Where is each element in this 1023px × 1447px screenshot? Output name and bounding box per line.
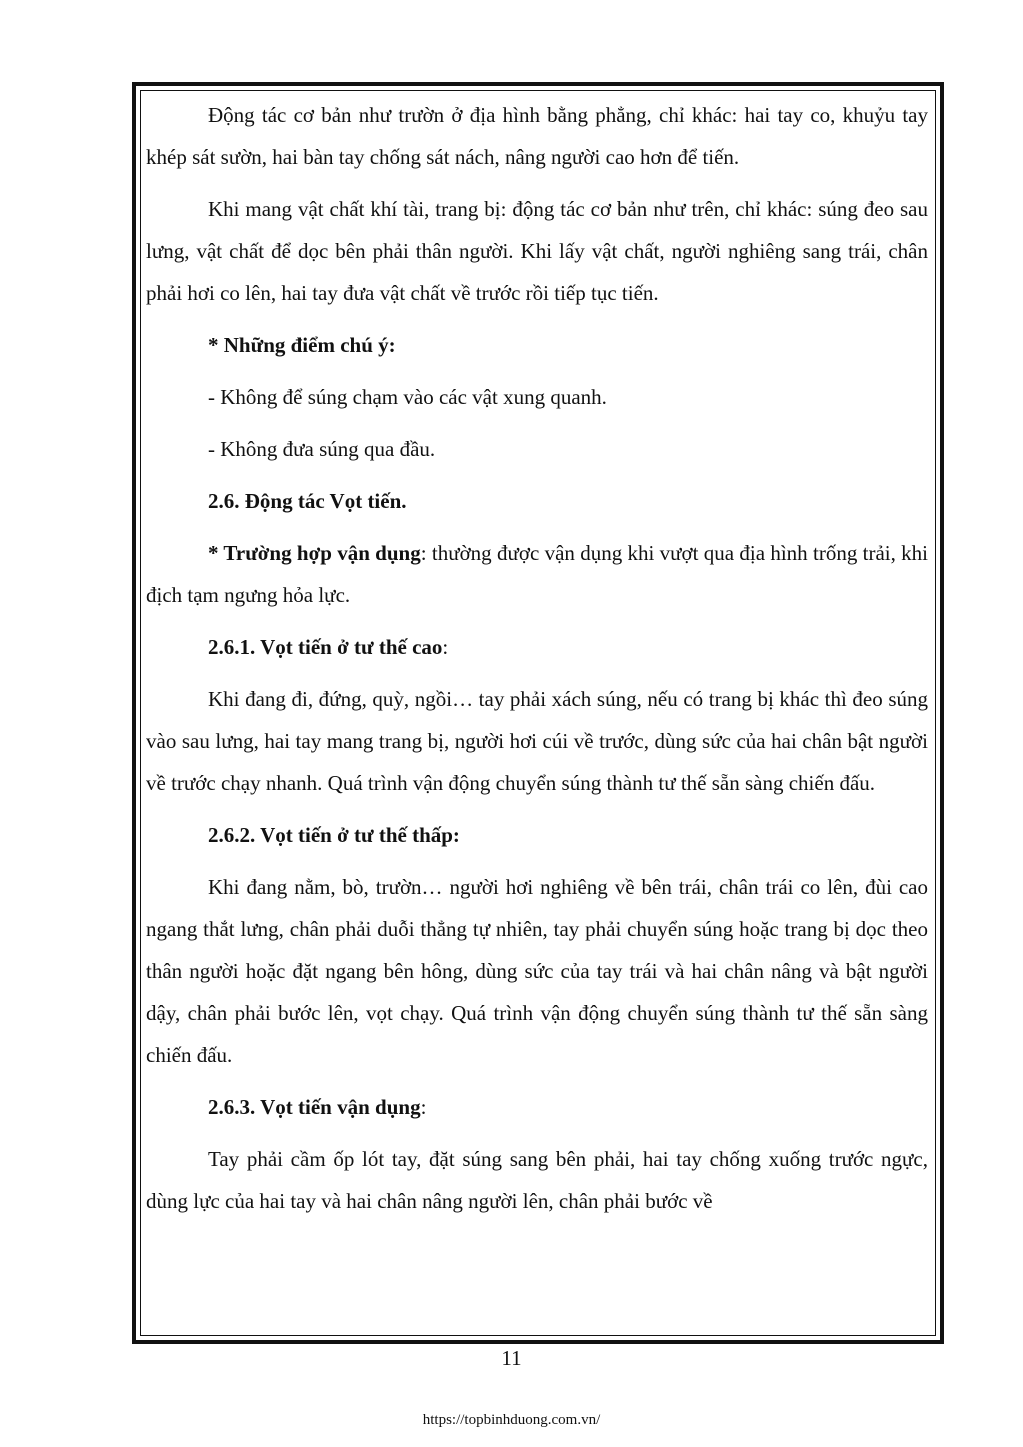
usage-case-label: * Trường hợp vận dụng xyxy=(208,541,421,565)
usage-case-text: : thường được vận dụng khi vượt qua địa hình trống trải, khi địch tạm ngưng hỏa lực. xyxy=(146,541,928,607)
heading-2-6-1-label: 2.6.1. Vọt tiến ở tư thế cao xyxy=(208,635,443,659)
paragraph-crawl-elevated: Động tác cơ bản như trườn ở địa hình bằng phẳng, chỉ khác: hai tay co, khuỷu tay khép sát sườn, hai bàn tay chống sát nách, nâng người cao hơn để tiến. xyxy=(146,103,928,169)
heading-2-6-3-colon: : xyxy=(420,1095,427,1119)
heading-2-6-1 xyxy=(146,626,928,668)
paragraph-usage-case xyxy=(146,532,928,616)
heading-2-6-3-label: 2.6.3. Vọt tiến vận dụng xyxy=(208,1095,421,1119)
document-body xyxy=(146,94,928,1232)
paragraph-carrying-equipment: Khi mang vật chất khí tài, trang bị: động tác cơ bản như trên, chỉ khác: súng đeo sau lưng, vật chất để dọc bên phải thân người. Khi lấy vật chất, người nghiêng sang trái, chân phải hơi co lên, hai tay đưa vật chất về trước rồi tiếp tục tiến. xyxy=(146,197,928,305)
paragraph-applied-rush: Tay phải cầm ốp lót tay, đặt súng sang bên phải, hai tay chống xuống trước ngực, dùng lực của hai tay và hai chân nâng người lên, chân phải bước về xyxy=(146,1147,928,1213)
paragraph-high-stance: Khi đang đi, đứng, quỳ, ngồi… tay phải xách súng, nếu có trang bị khác thì đeo súng vào sau lưng, hai tay mang trang bị, người hơi cúi về trước, dùng sức của hai chân bật người về trước chạy nhanh. Quá trình vận động chuyển súng thành tư thế sẵn sàng chiến đấu. xyxy=(146,687,928,795)
note-item-2: - Không đưa súng qua đầu. xyxy=(208,437,436,461)
page-number: 11 xyxy=(501,1346,522,1370)
footer-url: https://topbinhduong.com.vn/ xyxy=(422,1412,601,1428)
heading-2-6-1-colon: : xyxy=(442,635,449,659)
heading-2-6-2: 2.6.2. Vọt tiến ở tư thế thấp: xyxy=(208,823,460,847)
heading-2-6: 2.6. Động tác Vọt tiến. xyxy=(208,489,407,513)
heading-notes: * Những điểm chú ý: xyxy=(208,333,396,357)
heading-2-6-3 xyxy=(146,1086,928,1128)
paragraph-low-stance: Khi đang nằm, bò, trườn… người hơi nghiêng về bên trái, chân trái co lên, đùi cao ngang thắt lưng, chân phải duỗi thẳng tự nhiên, tay phải chuyển súng hoặc trang bị dọc theo thân người hoặc đặt ngang bên hông, dùng sức của tay trái và hai chân nâng và bật người dậy, chân phải bước lên, vọt chạy. Quá trình vận động chuyển súng thành tư thế sẵn sàng chiến đấu. xyxy=(146,875,928,1067)
note-item-1: - Không để súng chạm vào các vật xung quanh. xyxy=(208,385,607,409)
